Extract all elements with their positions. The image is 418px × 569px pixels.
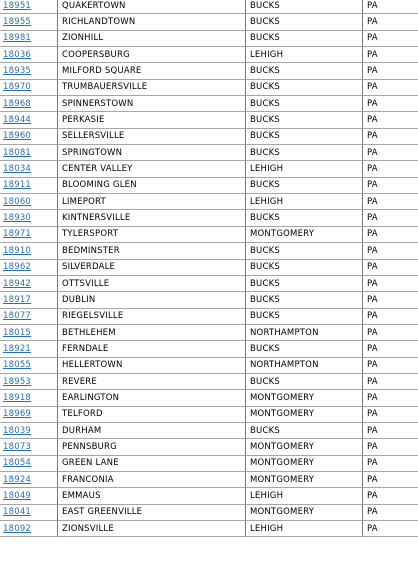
table-row (0, 341, 418, 357)
state-cell: PA (363, 325, 418, 341)
table-row (0, 210, 418, 226)
zip-cell (0, 374, 58, 390)
city-cell: SELLERSVILLE (58, 129, 246, 145)
table-row (0, 47, 418, 63)
city-cell: SILVERDALE (58, 260, 246, 276)
zip-cell (0, 488, 58, 504)
state-cell: PA (363, 407, 418, 423)
zip-cell (0, 194, 58, 210)
city-cell: SPRINGTOWN (58, 145, 246, 161)
zip-code-link[interactable]: 18970 (3, 82, 32, 93)
table-row (0, 14, 418, 30)
county-cell: BUCKS (246, 0, 363, 14)
zip-cell (0, 390, 58, 406)
county-cell: BUCKS (246, 63, 363, 79)
zip-code-link[interactable]: 18077 (3, 311, 32, 322)
zip-code-link[interactable]: 18971 (3, 229, 32, 240)
state-cell: PA (363, 47, 418, 63)
state-cell: PA (363, 145, 418, 161)
county-cell: NORTHAMPTON (246, 358, 363, 374)
city-cell: RICHLANDTOWN (58, 14, 246, 30)
table-row (0, 390, 418, 406)
zip-code-link[interactable]: 18073 (3, 441, 32, 452)
county-cell: BUCKS (246, 309, 363, 325)
zip-code-link[interactable]: 18917 (3, 294, 32, 305)
county-cell: LEHIGH (246, 194, 363, 210)
city-cell: KINTNERSVILLE (58, 210, 246, 226)
state-cell: PA (363, 243, 418, 259)
zip-cell (0, 145, 58, 161)
zip-code-link[interactable]: 18930 (3, 213, 32, 224)
state-cell: PA (363, 358, 418, 374)
table-row (0, 358, 418, 374)
city-cell: FRANCONIA (58, 472, 246, 488)
table-row (0, 96, 418, 112)
table-row (0, 227, 418, 243)
state-cell: PA (363, 31, 418, 47)
county-cell: BUCKS (246, 14, 363, 30)
county-cell: MONTGOMERY (246, 456, 363, 472)
city-cell: OTTSVILLE (58, 276, 246, 292)
state-cell: PA (363, 341, 418, 357)
county-cell: MONTGOMERY (246, 390, 363, 406)
state-cell: PA (363, 0, 418, 14)
state-cell: PA (363, 210, 418, 226)
city-cell: GREEN LANE (58, 456, 246, 472)
city-cell: ZIONSVILLE (58, 521, 246, 537)
zip-cell (0, 276, 58, 292)
city-cell: DUBLIN (58, 292, 246, 308)
zip-code-link[interactable]: 18969 (3, 409, 32, 420)
city-cell: BEDMINSTER (58, 243, 246, 259)
table-row (0, 63, 418, 79)
zip-code-link[interactable]: 18962 (3, 262, 32, 273)
zip-cell (0, 161, 58, 177)
zip-code-link[interactable]: 18911 (3, 180, 32, 191)
zip-code-link[interactable]: 18924 (3, 474, 32, 485)
county-cell: MONTGOMERY (246, 227, 363, 243)
zip-cell (0, 521, 58, 537)
zip-cell (0, 505, 58, 521)
zip-code-link[interactable]: 18015 (3, 327, 32, 338)
county-cell: BUCKS (246, 80, 363, 96)
county-cell: LEHIGH (246, 47, 363, 63)
state-cell: PA (363, 129, 418, 145)
table-row (0, 178, 418, 194)
city-cell: EARLINGTON (58, 390, 246, 406)
table-row (0, 374, 418, 390)
table-row (0, 423, 418, 439)
zip-cell (0, 80, 58, 96)
county-cell: BUCKS (246, 210, 363, 226)
table-row (0, 407, 418, 423)
state-cell: PA (363, 309, 418, 325)
state-cell: PA (363, 276, 418, 292)
county-cell: BUCKS (246, 243, 363, 259)
table-row (0, 260, 418, 276)
state-cell: PA (363, 14, 418, 30)
city-cell: PENNSBURG (58, 439, 246, 455)
zip-code-link[interactable]: 18049 (3, 490, 32, 501)
state-cell: PA (363, 456, 418, 472)
county-cell: MONTGOMERY (246, 439, 363, 455)
table-row (0, 243, 418, 259)
city-cell: SPINNERSTOWN (58, 96, 246, 112)
zip-code-link[interactable]: 18910 (3, 245, 32, 256)
county-cell: MONTGOMERY (246, 407, 363, 423)
zip-code-link[interactable]: 18055 (3, 360, 32, 371)
state-cell: PA (363, 521, 418, 537)
county-cell: BUCKS (246, 276, 363, 292)
zip-cell (0, 47, 58, 63)
county-cell: BUCKS (246, 341, 363, 357)
county-cell: BUCKS (246, 178, 363, 194)
city-cell: TYLERSPORT (58, 227, 246, 243)
city-cell: QUAKERTOWN (58, 0, 246, 14)
city-cell: PERKASIE (58, 112, 246, 128)
zip-cell (0, 292, 58, 308)
zip-cell (0, 407, 58, 423)
city-cell: LIMEPORT (58, 194, 246, 210)
state-cell: PA (363, 439, 418, 455)
table-row (0, 0, 418, 14)
zip-cell (0, 325, 58, 341)
zip-code-link[interactable]: 18092 (3, 523, 32, 534)
zip-code-link[interactable]: 18081 (3, 147, 32, 158)
table-row (0, 309, 418, 325)
city-cell: MILFORD SQUARE (58, 63, 246, 79)
city-cell: HELLERTOWN (58, 358, 246, 374)
city-cell: BLOOMING GLEN (58, 178, 246, 194)
table-row (0, 439, 418, 455)
county-cell: BUCKS (246, 96, 363, 112)
zip-code-link[interactable]: 18935 (3, 66, 32, 77)
zip-cell (0, 63, 58, 79)
zip-cell (0, 341, 58, 357)
zip-cell (0, 439, 58, 455)
zip-code-link[interactable]: 18921 (3, 343, 32, 354)
county-cell: BUCKS (246, 145, 363, 161)
county-cell: BUCKS (246, 292, 363, 308)
zip-code-link[interactable]: 18036 (3, 49, 32, 60)
city-cell: RIEGELSVILLE (58, 309, 246, 325)
zip-code-link[interactable]: 18060 (3, 196, 32, 207)
city-cell: EMMAUS (58, 488, 246, 504)
state-cell: PA (363, 505, 418, 521)
table-row (0, 521, 418, 537)
county-cell: NORTHAMPTON (246, 325, 363, 341)
county-cell: MONTGOMERY (246, 472, 363, 488)
zip-cell (0, 423, 58, 439)
zip-cell (0, 14, 58, 30)
table-row (0, 276, 418, 292)
state-cell: PA (363, 112, 418, 128)
county-cell: BUCKS (246, 260, 363, 276)
county-cell: MONTGOMERY (246, 505, 363, 521)
zip-code-link[interactable]: 18953 (3, 376, 32, 387)
zip-code-link[interactable]: 18960 (3, 131, 32, 142)
table-row (0, 80, 418, 96)
state-cell: PA (363, 423, 418, 439)
table-row (0, 145, 418, 161)
county-cell: BUCKS (246, 374, 363, 390)
table-row (0, 161, 418, 177)
state-cell: PA (363, 178, 418, 194)
city-cell: TRUMBAUERSVILLE (58, 80, 246, 96)
city-cell: COOPERSBURG (58, 47, 246, 63)
state-cell: PA (363, 292, 418, 308)
zip-code-link[interactable]: 18951 (3, 0, 32, 11)
state-cell: PA (363, 194, 418, 210)
city-cell: EAST GREENVILLE (58, 505, 246, 521)
state-cell: PA (363, 96, 418, 112)
zip-cell (0, 178, 58, 194)
state-cell: PA (363, 63, 418, 79)
table-row (0, 472, 418, 488)
table-row (0, 505, 418, 521)
state-cell: PA (363, 80, 418, 96)
zip-cell (0, 210, 58, 226)
state-cell: PA (363, 374, 418, 390)
zip-code-link[interactable]: 18981 (3, 33, 32, 44)
zip-code-link[interactable]: 18039 (3, 425, 32, 436)
zip-code-link[interactable]: 18955 (3, 17, 32, 28)
table-row (0, 325, 418, 341)
table-row (0, 292, 418, 308)
zip-cell (0, 309, 58, 325)
zip-cell (0, 0, 58, 14)
table-row (0, 456, 418, 472)
county-cell: LEHIGH (246, 521, 363, 537)
table-row (0, 112, 418, 128)
zip-cell (0, 227, 58, 243)
county-cell: BUCKS (246, 423, 363, 439)
zip-code-link[interactable]: 18968 (3, 98, 32, 109)
city-cell: BETHLEHEM (58, 325, 246, 341)
state-cell: PA (363, 227, 418, 243)
zip-code-link[interactable]: 18918 (3, 392, 32, 403)
county-cell: BUCKS (246, 31, 363, 47)
zip-cell (0, 96, 58, 112)
state-cell: PA (363, 390, 418, 406)
state-cell: PA (363, 488, 418, 504)
county-cell: LEHIGH (246, 488, 363, 504)
county-cell: LEHIGH (246, 161, 363, 177)
zip-cell (0, 260, 58, 276)
zip-code-link[interactable]: 18942 (3, 278, 32, 289)
zip-cell (0, 243, 58, 259)
table-row (0, 129, 418, 145)
city-cell: TELFORD (58, 407, 246, 423)
table-row (0, 488, 418, 504)
zip-cell (0, 456, 58, 472)
city-cell: FERNDALE (58, 341, 246, 357)
zip-cell (0, 31, 58, 47)
county-cell: BUCKS (246, 129, 363, 145)
zip-cell (0, 129, 58, 145)
city-cell: REVERE (58, 374, 246, 390)
state-cell: PA (363, 161, 418, 177)
zip-cell (0, 112, 58, 128)
city-cell: DURHAM (58, 423, 246, 439)
zip-code-link[interactable]: 18944 (3, 115, 32, 126)
table-row (0, 194, 418, 210)
table-row (0, 31, 418, 47)
state-cell: PA (363, 472, 418, 488)
zip-code-link[interactable]: 18034 (3, 164, 32, 175)
state-cell: PA (363, 260, 418, 276)
city-cell: CENTER VALLEY (58, 161, 246, 177)
county-cell: BUCKS (246, 112, 363, 128)
zip-code-link[interactable]: 18054 (3, 458, 32, 469)
city-cell: ZIONHILL (58, 31, 246, 47)
zip-cell (0, 472, 58, 488)
zip-code-link[interactable]: 18041 (3, 507, 32, 518)
zip-cell (0, 358, 58, 374)
